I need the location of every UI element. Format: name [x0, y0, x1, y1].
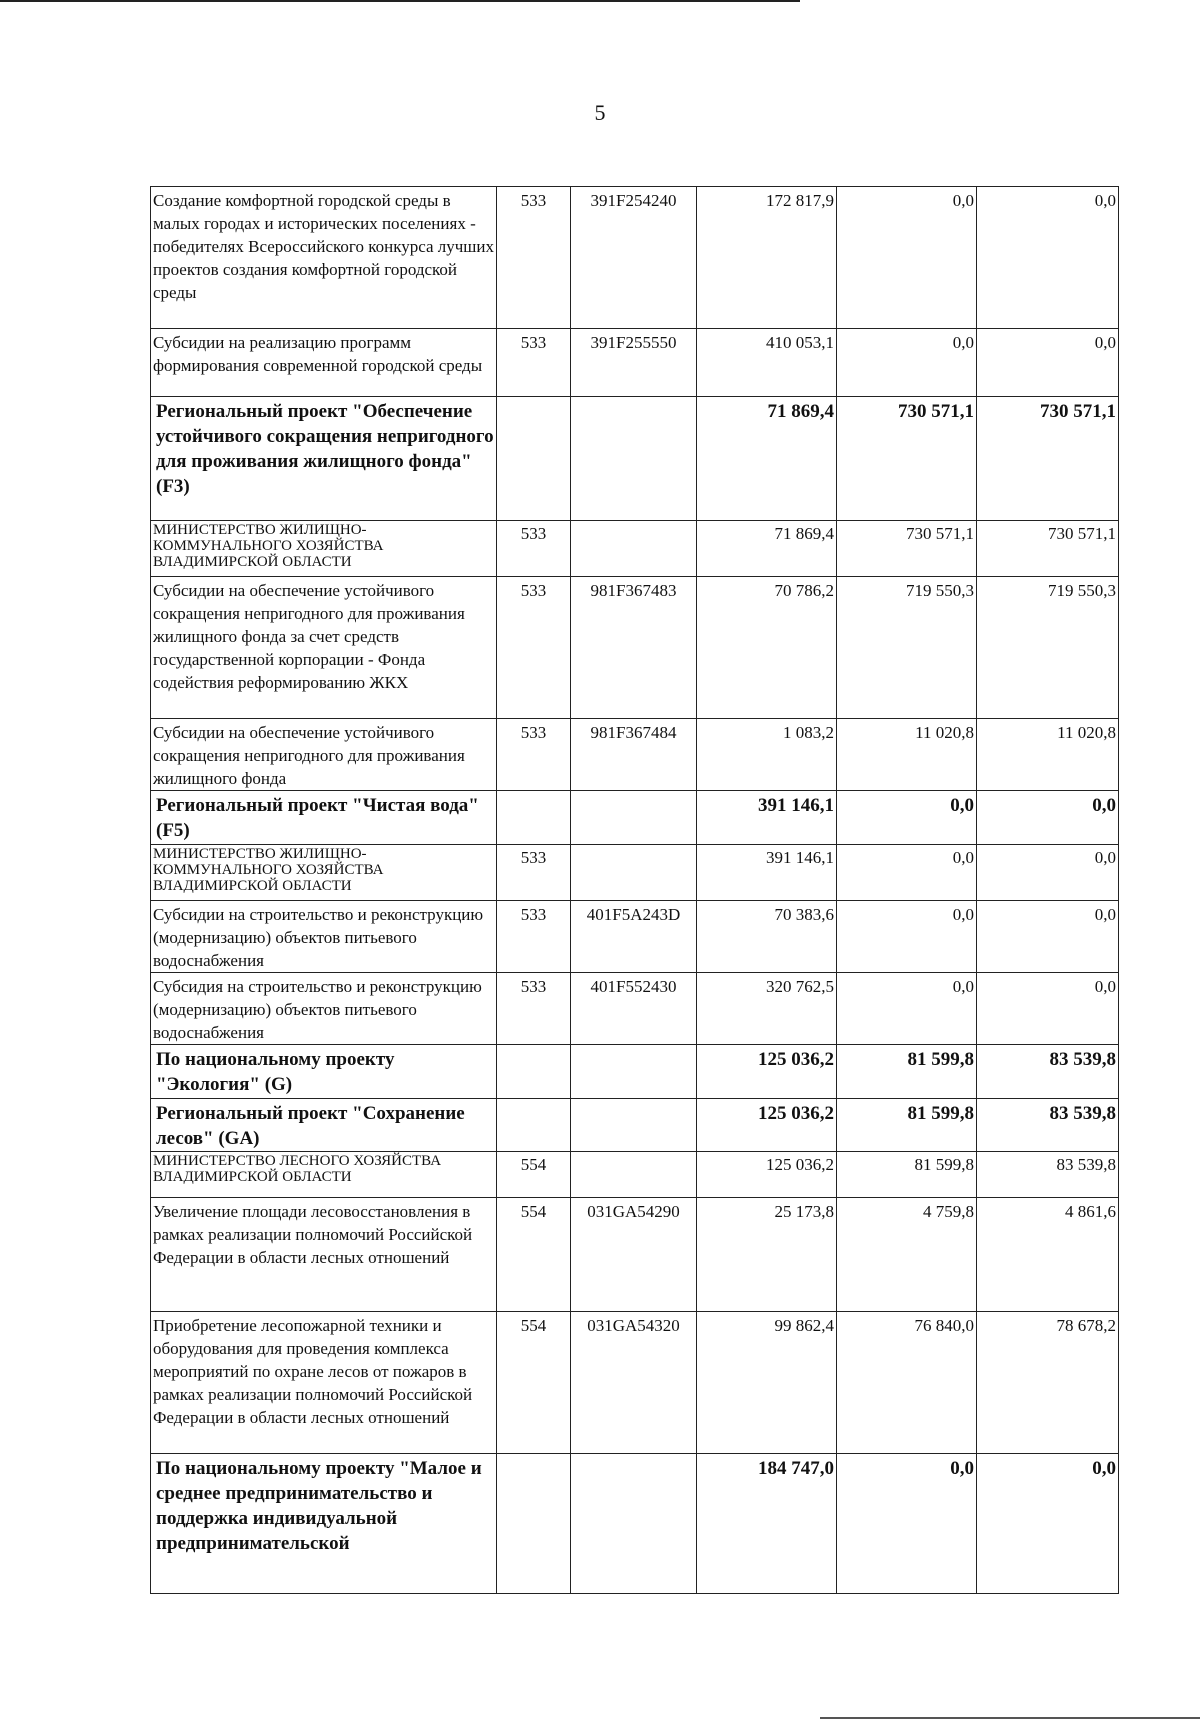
amount-year3-cell: 719 550,3 — [977, 577, 1119, 719]
row-name-cell: Субсидии на реализацию программ формирования современной городской среды — [151, 329, 497, 397]
table-body — [151, 187, 1119, 1594]
row-name-cell: МИНИСТЕРСТВО ЖИЛИЩНО-КОММУНАЛЬНОГО ХОЗЯЙСТВА ВЛАДИМИРСКОЙ ОБЛАСТИ — [151, 845, 497, 901]
amount-year3-cell: 0,0 — [977, 791, 1119, 845]
ministry-code-cell: 533 — [497, 973, 571, 1045]
amount-year1-cell: 71 869,4 — [697, 397, 837, 521]
amount-year2-cell: 0,0 — [837, 973, 977, 1045]
amount-year3-cell: 11 020,8 — [977, 719, 1119, 791]
ministry-code-cell — [497, 1454, 571, 1594]
amount-year2-cell: 0,0 — [837, 187, 977, 329]
amount-year2-cell: 76 840,0 — [837, 1312, 977, 1454]
amount-year2-cell: 4 759,8 — [837, 1198, 977, 1312]
amount-year3-cell: 0,0 — [977, 1454, 1119, 1594]
target-article-cell: 981F367484 — [571, 719, 697, 791]
amount-year3-cell: 730 571,1 — [977, 397, 1119, 521]
row-name-cell: Региональный проект "Чистая вода" (F5) — [151, 791, 497, 845]
amount-year3-cell: 83 539,8 — [977, 1045, 1119, 1099]
table-row — [151, 577, 1119, 719]
ministry-code-cell: 533 — [497, 845, 571, 901]
target-article-cell: 401F552430 — [571, 973, 697, 1045]
amount-year1-cell: 125 036,2 — [697, 1045, 837, 1099]
ministry-code-cell — [497, 791, 571, 845]
row-name-cell: Субсидии на строительство и реконструкцию (модернизацию) объектов питьевого водоснабжения — [151, 901, 497, 973]
amount-year1-cell: 320 762,5 — [697, 973, 837, 1045]
page-number: 5 — [594, 100, 606, 125]
ministry-code-cell: 533 — [497, 901, 571, 973]
amount-year1-cell: 125 036,2 — [697, 1152, 837, 1198]
target-article-cell: 031GA54320 — [571, 1312, 697, 1454]
row-name-cell: По национальному проекту "Малое и среднее предпринимательство и поддержка индивидуальной предпринимательской — [151, 1454, 497, 1594]
row-name-cell: По национальному проекту "Экология" (G) — [151, 1045, 497, 1099]
amount-year1-cell: 1 083,2 — [697, 719, 837, 791]
ministry-code-cell: 533 — [497, 187, 571, 329]
amount-year2-cell: 81 599,8 — [837, 1152, 977, 1198]
target-article-cell — [571, 791, 697, 845]
amount-year2-cell: 730 571,1 — [837, 397, 977, 521]
amount-year1-cell: 70 383,6 — [697, 901, 837, 973]
amount-year3-cell: 83 539,8 — [977, 1152, 1119, 1198]
table-row — [151, 1099, 1119, 1152]
amount-year1-cell: 71 869,4 — [697, 521, 837, 577]
table-row — [151, 397, 1119, 521]
amount-year1-cell: 410 053,1 — [697, 329, 837, 397]
target-article-cell: 391F254240 — [571, 187, 697, 329]
table-row — [151, 187, 1119, 329]
table-row — [151, 329, 1119, 397]
row-name-cell: Субсидии на обеспечение устойчивого сокращения непригодного для проживания жилищного фонда за счет средств государственной корпорации - Фонда содействия реформированию ЖКХ — [151, 577, 497, 719]
amount-year3-cell: 0,0 — [977, 845, 1119, 901]
table-row — [151, 845, 1119, 901]
row-name-cell: Субсидия на строительство и реконструкцию (модернизацию) объектов питьевого водоснабжения — [151, 973, 497, 1045]
ministry-code-cell — [497, 397, 571, 521]
target-article-cell: 401F5A243D — [571, 901, 697, 973]
bottom-rule — [820, 1717, 1200, 1719]
row-name-cell: Региональный проект "Сохранение лесов" (GA) — [151, 1099, 497, 1152]
amount-year1-cell: 391 146,1 — [697, 791, 837, 845]
amount-year1-cell: 70 786,2 — [697, 577, 837, 719]
target-article-cell — [571, 845, 697, 901]
amount-year2-cell: 719 550,3 — [837, 577, 977, 719]
budget-table-container — [150, 186, 1118, 1594]
target-article-cell: 981F367483 — [571, 577, 697, 719]
row-name-cell: Приобретение лесопожарной техники и оборудования для проведения комплекса мероприятий по охране лесов от пожаров в рамках реализации полномочий Российской Федерации в области лесных отношений — [151, 1312, 497, 1454]
amount-year3-cell: 78 678,2 — [977, 1312, 1119, 1454]
amount-year1-cell: 391 146,1 — [697, 845, 837, 901]
target-article-cell — [571, 521, 697, 577]
amount-year3-cell: 0,0 — [977, 973, 1119, 1045]
amount-year2-cell: 0,0 — [837, 329, 977, 397]
target-article-cell — [571, 1099, 697, 1152]
ministry-code-cell: 533 — [497, 521, 571, 577]
row-name-cell: Увеличение площади лесовосстановления в рамках реализации полномочий Российской Федерации в области лесных отношений — [151, 1198, 497, 1312]
ministry-code-cell: 533 — [497, 577, 571, 719]
amount-year3-cell: 4 861,6 — [977, 1198, 1119, 1312]
amount-year3-cell: 0,0 — [977, 329, 1119, 397]
target-article-cell — [571, 1045, 697, 1099]
row-name-cell: Субсидии на обеспечение устойчивого сокращения непригодного для проживания жилищного фонда — [151, 719, 497, 791]
amount-year1-cell: 99 862,4 — [697, 1312, 837, 1454]
row-name-cell: Региональный проект "Обеспечение устойчивого сокращения непригодного для проживания жилищного фонда" (F3) — [151, 397, 497, 521]
amount-year3-cell: 0,0 — [977, 187, 1119, 329]
row-name-cell: МИНИСТЕРСТВО ЖИЛИЩНО-КОММУНАЛЬНОГО ХОЗЯЙСТВА ВЛАДИМИРСКОЙ ОБЛАСТИ — [151, 521, 497, 577]
target-article-cell: 391F255550 — [571, 329, 697, 397]
table-row — [151, 1454, 1119, 1594]
amount-year2-cell: 81 599,8 — [837, 1099, 977, 1152]
amount-year2-cell: 0,0 — [837, 1454, 977, 1594]
ministry-code-cell: 533 — [497, 719, 571, 791]
budget-table — [150, 186, 1119, 1594]
ministry-code-cell — [497, 1099, 571, 1152]
ministry-code-cell: 533 — [497, 329, 571, 397]
amount-year2-cell: 0,0 — [837, 791, 977, 845]
row-name-cell: Создание комфортной городской среды в малых городах и исторических поселениях - победителях Всероссийского конкурса лучших проектов создания комфортной городской среды — [151, 187, 497, 329]
ministry-code-cell: 554 — [497, 1152, 571, 1198]
table-row — [151, 1152, 1119, 1198]
target-article-cell — [571, 397, 697, 521]
amount-year2-cell: 81 599,8 — [837, 1045, 977, 1099]
target-article-cell — [571, 1152, 697, 1198]
table-row — [151, 521, 1119, 577]
top-rule — [0, 0, 800, 2]
amount-year2-cell: 0,0 — [837, 901, 977, 973]
table-row — [151, 719, 1119, 791]
amount-year1-cell: 125 036,2 — [697, 1099, 837, 1152]
amount-year2-cell: 11 020,8 — [837, 719, 977, 791]
amount-year1-cell: 172 817,9 — [697, 187, 837, 329]
amount-year1-cell: 184 747,0 — [697, 1454, 837, 1594]
table-row — [151, 1045, 1119, 1099]
amount-year2-cell: 0,0 — [837, 845, 977, 901]
table-row — [151, 791, 1119, 845]
row-name-cell: МИНИСТЕРСТВО ЛЕСНОГО ХОЗЯЙСТВА ВЛАДИМИРСКОЙ ОБЛАСТИ — [151, 1152, 497, 1198]
ministry-code-cell — [497, 1045, 571, 1099]
target-article-cell — [571, 1454, 697, 1594]
amount-year1-cell: 25 173,8 — [697, 1198, 837, 1312]
table-row — [151, 1312, 1119, 1454]
amount-year3-cell: 730 571,1 — [977, 521, 1119, 577]
target-article-cell: 031GA54290 — [571, 1198, 697, 1312]
amount-year2-cell: 730 571,1 — [837, 521, 977, 577]
amount-year3-cell: 0,0 — [977, 901, 1119, 973]
table-row — [151, 1198, 1119, 1312]
ministry-code-cell: 554 — [497, 1312, 571, 1454]
ministry-code-cell: 554 — [497, 1198, 571, 1312]
amount-year3-cell: 83 539,8 — [977, 1099, 1119, 1152]
table-row — [151, 901, 1119, 973]
table-row — [151, 973, 1119, 1045]
